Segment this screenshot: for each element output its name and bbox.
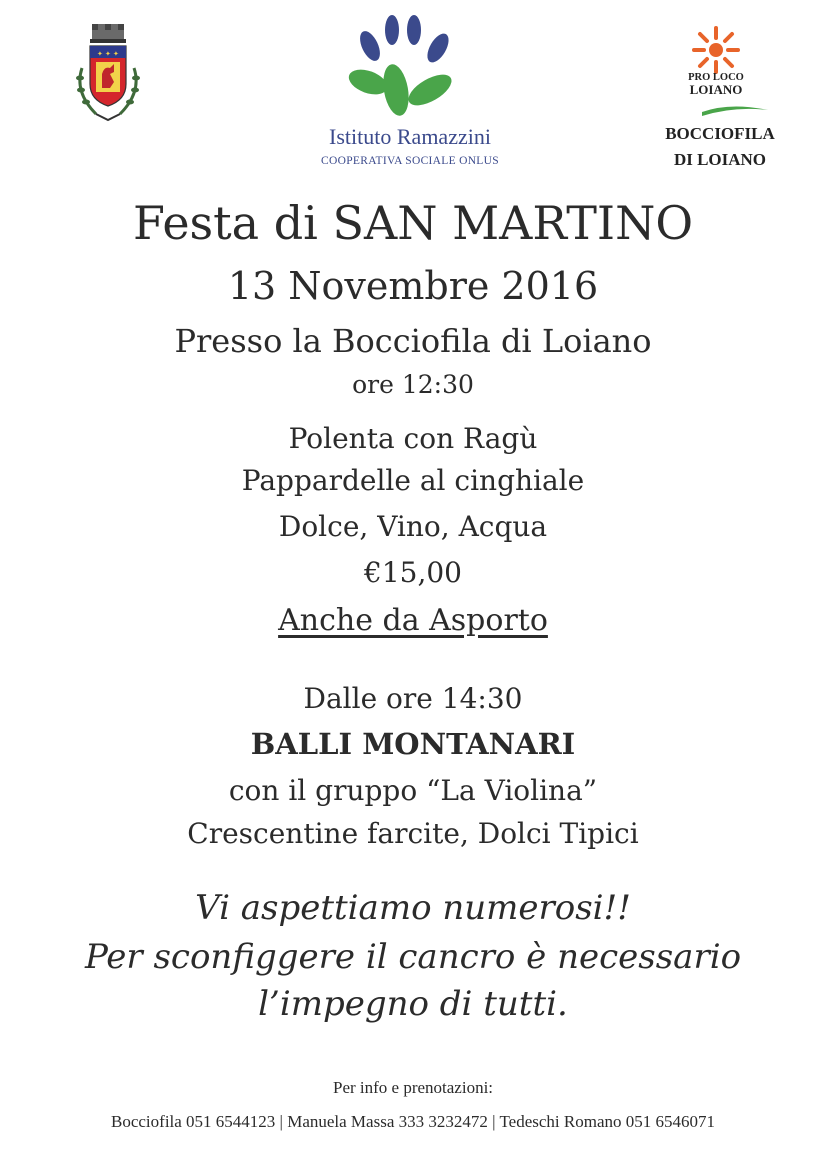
menu-item: Polenta con Ragù	[288, 422, 538, 455]
green-swoosh-icon	[700, 96, 770, 118]
lunch-time: ore 12:30	[352, 370, 474, 399]
takeaway-text: Anche da Asporto	[278, 603, 548, 638]
bocciofila-town: DI LOIANO	[673, 150, 767, 169]
closing-line: Per sconfiggere il cancro è necessario	[84, 937, 742, 977]
afternoon-time: Dalle ore 14:30	[303, 682, 523, 715]
ramazzini-hand-logo	[340, 12, 464, 124]
svg-text:✦: ✦	[97, 50, 103, 58]
takeaway-note	[0, 603, 826, 638]
ramazzini-subtitle: COOPERATIVA SOCIALE ONLUS	[321, 155, 499, 167]
contact-numbers: Bocciofila 051 6544123 | Manuela Massa 333 3232472 | Tedeschi Romano 051 6546071	[111, 1112, 715, 1131]
coat-of-arms-logo	[68, 22, 148, 126]
bocciofila-label: BOCCIOFILA	[665, 124, 775, 143]
ramazzini-name: Istituto Ramazzini	[329, 124, 491, 149]
price: €15,00	[364, 556, 462, 589]
sun-icon	[692, 26, 740, 74]
event-title: Festa di SAN MARTINO	[132, 196, 694, 250]
dance-group: con il gruppo “La Violina”	[228, 774, 598, 807]
svg-text:✦: ✦	[105, 50, 111, 58]
proloco-label: PRO LOCO	[688, 72, 744, 83]
menu-item: Dolce, Vino, Acqua	[278, 510, 548, 543]
proloco-town: LOIANO	[689, 82, 743, 97]
event-date: 13 Novembre 2016	[227, 264, 599, 308]
menu-item: Pappardelle al cinghiale	[241, 464, 585, 497]
info-label: Per info e prenotazioni:	[332, 1078, 494, 1097]
event-venue: Presso la Bocciofila di Loiano	[174, 322, 652, 360]
afternoon-food: Crescentine farcite, Dolci Tipici	[187, 817, 639, 850]
closing-line: l’impegno di tutti.	[258, 984, 568, 1024]
closing-line: Vi aspettiamo numerosi!!	[195, 888, 631, 928]
dance-title: BALLI MONTANARI	[250, 727, 576, 761]
svg-text:✦: ✦	[113, 50, 119, 58]
